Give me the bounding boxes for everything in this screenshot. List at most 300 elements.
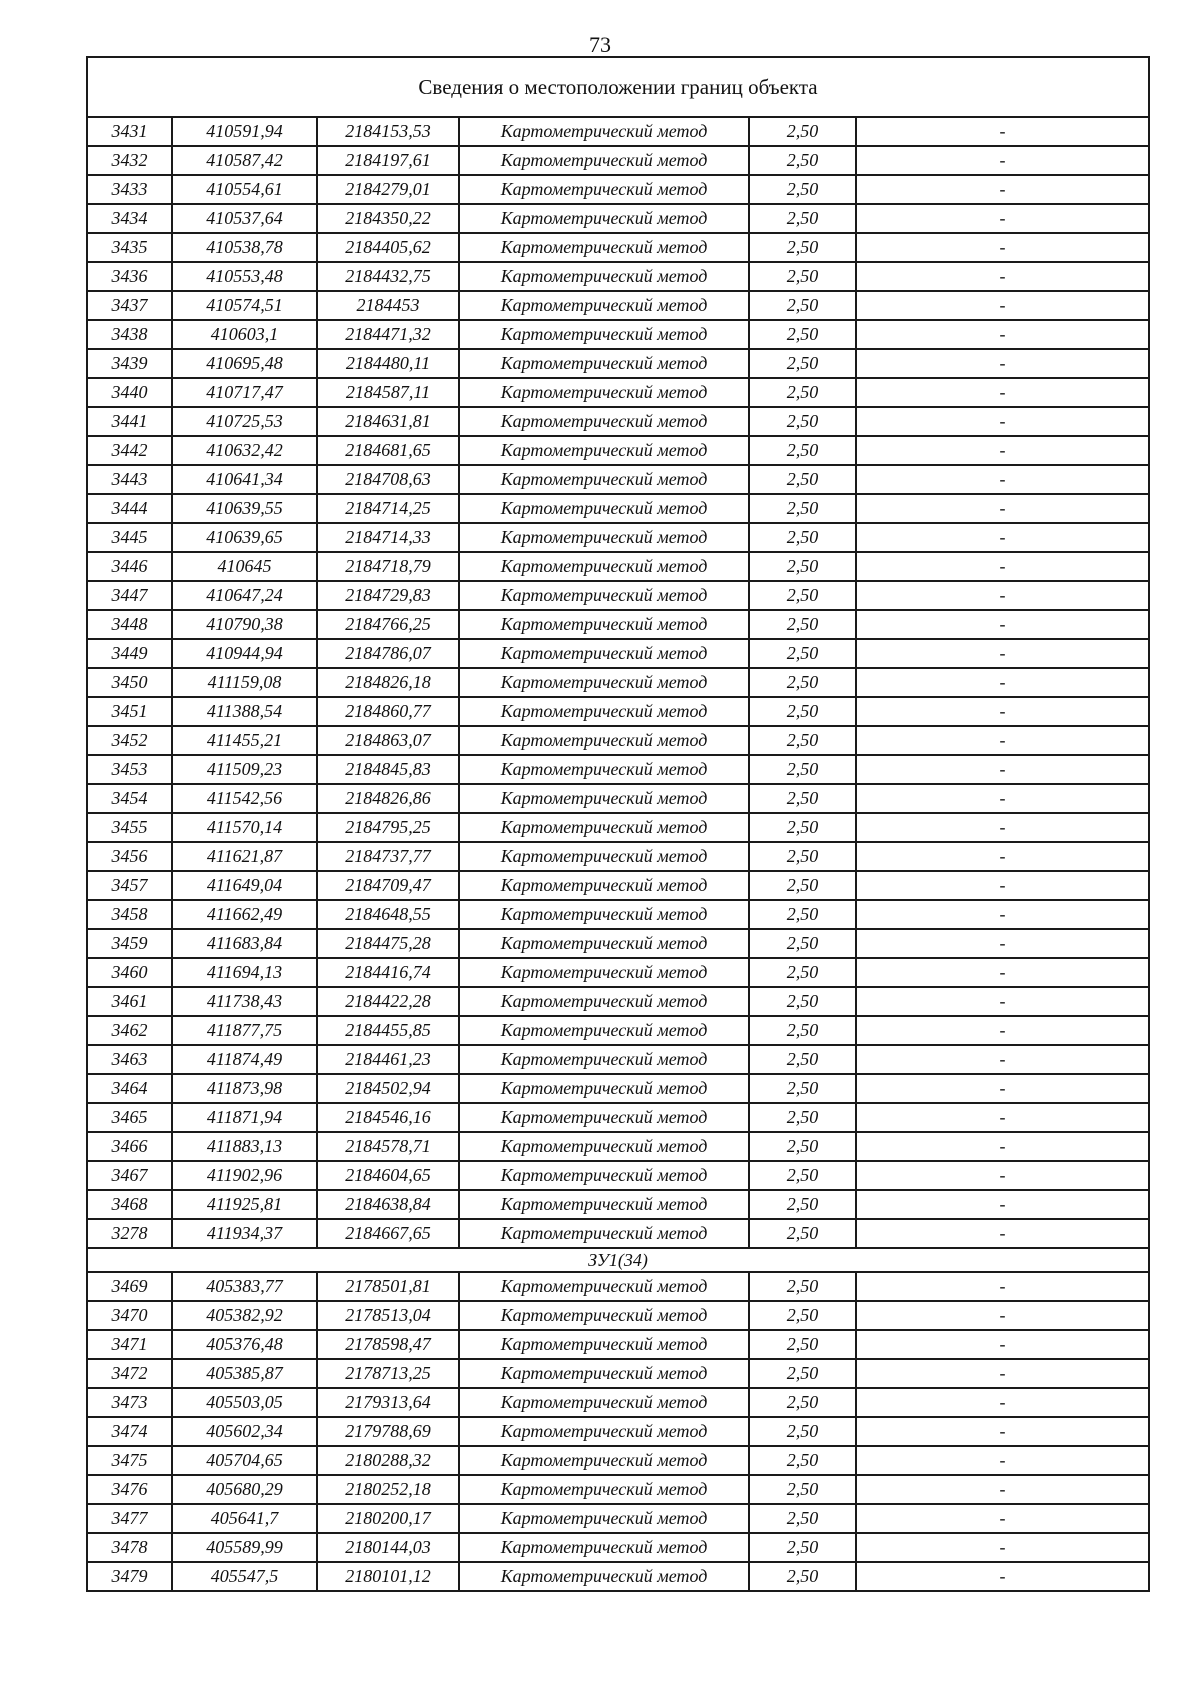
point-number-cell: 3449: [87, 639, 172, 668]
point-number-cell: 3467: [87, 1161, 172, 1190]
point-number-cell: 3447: [87, 581, 172, 610]
point-number-cell: 3472: [87, 1359, 172, 1388]
point-number-cell: 3469: [87, 1272, 172, 1301]
accuracy-cell: 2,50: [749, 900, 856, 929]
y-coordinate-cell: 2184432,75: [317, 262, 459, 291]
point-number-cell: 3435: [87, 233, 172, 262]
note-cell: -: [856, 175, 1149, 204]
table-title-row: [87, 57, 1149, 117]
method-cell: Картометрический метод: [459, 900, 749, 929]
y-coordinate-cell: 2184453: [317, 291, 459, 320]
accuracy-cell: 2,50: [749, 407, 856, 436]
note-cell: -: [856, 1272, 1149, 1301]
table-row: [87, 378, 1149, 407]
x-coordinate-cell: 411649,04: [172, 871, 317, 900]
y-coordinate-cell: 2178513,04: [317, 1301, 459, 1330]
table-row: [87, 726, 1149, 755]
accuracy-cell: 2,50: [749, 233, 856, 262]
table-row: [87, 320, 1149, 349]
point-number-cell: 3477: [87, 1504, 172, 1533]
table-row: [87, 233, 1149, 262]
accuracy-cell: 2,50: [749, 1533, 856, 1562]
y-coordinate-cell: 2178598,47: [317, 1330, 459, 1359]
x-coordinate-cell: 405547,5: [172, 1562, 317, 1591]
x-coordinate-cell: 410647,24: [172, 581, 317, 610]
accuracy-cell: 2,50: [749, 987, 856, 1016]
point-number-cell: 3465: [87, 1103, 172, 1132]
y-coordinate-cell: 2184786,07: [317, 639, 459, 668]
point-number-cell: 3456: [87, 842, 172, 871]
point-number-cell: 3457: [87, 871, 172, 900]
accuracy-cell: 2,50: [749, 1330, 856, 1359]
accuracy-cell: 2,50: [749, 1016, 856, 1045]
method-cell: Картометрический метод: [459, 1272, 749, 1301]
table-row: [87, 958, 1149, 987]
x-coordinate-cell: 410537,64: [172, 204, 317, 233]
method-cell: Картометрический метод: [459, 871, 749, 900]
note-cell: -: [856, 842, 1149, 871]
note-cell: -: [856, 668, 1149, 697]
point-number-cell: 3448: [87, 610, 172, 639]
point-number-cell: 3432: [87, 146, 172, 175]
method-cell: Картометрический метод: [459, 1330, 749, 1359]
y-coordinate-cell: 2184475,28: [317, 929, 459, 958]
method-cell: Картометрический метод: [459, 465, 749, 494]
note-cell: -: [856, 1388, 1149, 1417]
point-number-cell: 3434: [87, 204, 172, 233]
x-coordinate-cell: 410725,53: [172, 407, 317, 436]
table-row: [87, 146, 1149, 175]
table-row: [87, 1219, 1149, 1248]
note-cell: -: [856, 784, 1149, 813]
note-cell: -: [856, 1103, 1149, 1132]
note-cell: -: [856, 204, 1149, 233]
note-cell: -: [856, 1504, 1149, 1533]
note-cell: -: [856, 1045, 1149, 1074]
method-cell: Картометрический метод: [459, 1446, 749, 1475]
y-coordinate-cell: 2184709,47: [317, 871, 459, 900]
note-cell: -: [856, 1446, 1149, 1475]
note-cell: -: [856, 1359, 1149, 1388]
method-cell: Картометрический метод: [459, 784, 749, 813]
note-cell: -: [856, 1219, 1149, 1248]
method-cell: Картометрический метод: [459, 1074, 749, 1103]
point-number-cell: 3453: [87, 755, 172, 784]
table-row: [87, 1533, 1149, 1562]
y-coordinate-cell: 2184279,01: [317, 175, 459, 204]
y-coordinate-cell: 2184455,85: [317, 1016, 459, 1045]
y-coordinate-cell: 2184648,55: [317, 900, 459, 929]
note-cell: -: [856, 871, 1149, 900]
y-coordinate-cell: 2180252,18: [317, 1475, 459, 1504]
note-cell: -: [856, 378, 1149, 407]
x-coordinate-cell: 405641,7: [172, 1504, 317, 1533]
x-coordinate-cell: 411871,94: [172, 1103, 317, 1132]
point-number-cell: 3452: [87, 726, 172, 755]
x-coordinate-cell: 410591,94: [172, 117, 317, 146]
note-cell: -: [856, 320, 1149, 349]
table-row: [87, 929, 1149, 958]
method-cell: Картометрический метод: [459, 175, 749, 204]
accuracy-cell: 2,50: [749, 320, 856, 349]
accuracy-cell: 2,50: [749, 1417, 856, 1446]
point-number-cell: 3436: [87, 262, 172, 291]
x-coordinate-cell: 410944,94: [172, 639, 317, 668]
x-coordinate-cell: 410717,47: [172, 378, 317, 407]
point-number-cell: 3437: [87, 291, 172, 320]
note-cell: -: [856, 117, 1149, 146]
x-coordinate-cell: 405602,34: [172, 1417, 317, 1446]
y-coordinate-cell: 2184766,25: [317, 610, 459, 639]
x-coordinate-cell: 411683,84: [172, 929, 317, 958]
method-cell: Картометрический метод: [459, 494, 749, 523]
x-coordinate-cell: 411455,21: [172, 726, 317, 755]
point-number-cell: 3278: [87, 1219, 172, 1248]
point-number-cell: 3459: [87, 929, 172, 958]
point-number-cell: 3440: [87, 378, 172, 407]
method-cell: Картометрический метод: [459, 1103, 749, 1132]
table-row: [87, 813, 1149, 842]
note-cell: -: [856, 987, 1149, 1016]
y-coordinate-cell: 2179788,69: [317, 1417, 459, 1446]
accuracy-cell: 2,50: [749, 262, 856, 291]
y-coordinate-cell: 2184863,07: [317, 726, 459, 755]
table-row: [87, 204, 1149, 233]
x-coordinate-cell: 410553,48: [172, 262, 317, 291]
accuracy-cell: 2,50: [749, 1359, 856, 1388]
x-coordinate-cell: 405385,87: [172, 1359, 317, 1388]
method-cell: Картометрический метод: [459, 146, 749, 175]
method-cell: Картометрический метод: [459, 262, 749, 291]
x-coordinate-cell: 410603,1: [172, 320, 317, 349]
note-cell: -: [856, 755, 1149, 784]
accuracy-cell: 2,50: [749, 610, 856, 639]
note-cell: -: [856, 639, 1149, 668]
note-cell: -: [856, 813, 1149, 842]
point-number-cell: 3479: [87, 1562, 172, 1591]
accuracy-cell: 2,50: [749, 639, 856, 668]
point-number-cell: 3461: [87, 987, 172, 1016]
accuracy-cell: 2,50: [749, 204, 856, 233]
method-cell: Картометрический метод: [459, 755, 749, 784]
point-number-cell: 3443: [87, 465, 172, 494]
point-number-cell: 3446: [87, 552, 172, 581]
method-cell: Картометрический метод: [459, 1359, 749, 1388]
point-number-cell: 3445: [87, 523, 172, 552]
accuracy-cell: 2,50: [749, 1045, 856, 1074]
accuracy-cell: 2,50: [749, 1219, 856, 1248]
method-cell: Картометрический метод: [459, 1388, 749, 1417]
method-cell: Картометрический метод: [459, 1219, 749, 1248]
accuracy-cell: 2,50: [749, 784, 856, 813]
method-cell: Картометрический метод: [459, 1417, 749, 1446]
method-cell: Картометрический метод: [459, 958, 749, 987]
note-cell: -: [856, 465, 1149, 494]
accuracy-cell: 2,50: [749, 1074, 856, 1103]
y-coordinate-cell: 2184826,18: [317, 668, 459, 697]
y-coordinate-cell: 2184631,81: [317, 407, 459, 436]
x-coordinate-cell: 410695,48: [172, 349, 317, 378]
y-coordinate-cell: 2184718,79: [317, 552, 459, 581]
y-coordinate-cell: 2184153,53: [317, 117, 459, 146]
point-number-cell: 3470: [87, 1301, 172, 1330]
y-coordinate-cell: 2180200,17: [317, 1504, 459, 1533]
x-coordinate-cell: 411738,43: [172, 987, 317, 1016]
table-row: [87, 1161, 1149, 1190]
table-row: [87, 1330, 1149, 1359]
accuracy-cell: 2,50: [749, 1132, 856, 1161]
x-coordinate-cell: 410639,65: [172, 523, 317, 552]
table-row: [87, 581, 1149, 610]
accuracy-cell: 2,50: [749, 1103, 856, 1132]
method-cell: Картометрический метод: [459, 581, 749, 610]
note-cell: -: [856, 407, 1149, 436]
x-coordinate-cell: 411542,56: [172, 784, 317, 813]
point-number-cell: 3476: [87, 1475, 172, 1504]
x-coordinate-cell: 410790,38: [172, 610, 317, 639]
point-number-cell: 3442: [87, 436, 172, 465]
table-row: [87, 465, 1149, 494]
table-row: [87, 175, 1149, 204]
y-coordinate-cell: 2184604,65: [317, 1161, 459, 1190]
y-coordinate-cell: 2180288,32: [317, 1446, 459, 1475]
table-row: [87, 407, 1149, 436]
accuracy-cell: 2,50: [749, 1388, 856, 1417]
point-number-cell: 3478: [87, 1533, 172, 1562]
note-cell: -: [856, 494, 1149, 523]
x-coordinate-cell: 411883,13: [172, 1132, 317, 1161]
y-coordinate-cell: 2184737,77: [317, 842, 459, 871]
x-coordinate-cell: 410632,42: [172, 436, 317, 465]
note-cell: -: [856, 1330, 1149, 1359]
x-coordinate-cell: 411874,49: [172, 1045, 317, 1074]
table-row: [87, 1446, 1149, 1475]
method-cell: Картометрический метод: [459, 1045, 749, 1074]
y-coordinate-cell: 2184845,83: [317, 755, 459, 784]
method-cell: Картометрический метод: [459, 552, 749, 581]
note-cell: -: [856, 1161, 1149, 1190]
y-coordinate-cell: 2184480,11: [317, 349, 459, 378]
method-cell: Картометрический метод: [459, 1301, 749, 1330]
table-row: [87, 697, 1149, 726]
y-coordinate-cell: 2184461,23: [317, 1045, 459, 1074]
method-cell: Картометрический метод: [459, 117, 749, 146]
point-number-cell: 3441: [87, 407, 172, 436]
table-row: [87, 349, 1149, 378]
note-cell: -: [856, 1016, 1149, 1045]
y-coordinate-cell: 2184681,65: [317, 436, 459, 465]
accuracy-cell: 2,50: [749, 1272, 856, 1301]
x-coordinate-cell: 410574,51: [172, 291, 317, 320]
method-cell: Картометрический метод: [459, 349, 749, 378]
note-cell: -: [856, 1132, 1149, 1161]
accuracy-cell: 2,50: [749, 465, 856, 494]
note-cell: -: [856, 233, 1149, 262]
table-row: [87, 1475, 1149, 1504]
point-number-cell: 3463: [87, 1045, 172, 1074]
x-coordinate-cell: 410641,34: [172, 465, 317, 494]
accuracy-cell: 2,50: [749, 581, 856, 610]
accuracy-cell: 2,50: [749, 436, 856, 465]
note-cell: -: [856, 1475, 1149, 1504]
y-coordinate-cell: 2184416,74: [317, 958, 459, 987]
accuracy-cell: 2,50: [749, 1161, 856, 1190]
y-coordinate-cell: 2184502,94: [317, 1074, 459, 1103]
note-cell: -: [856, 523, 1149, 552]
method-cell: Картометрический метод: [459, 1161, 749, 1190]
table-row: [87, 523, 1149, 552]
accuracy-cell: 2,50: [749, 1446, 856, 1475]
accuracy-cell: 2,50: [749, 1562, 856, 1591]
accuracy-cell: 2,50: [749, 668, 856, 697]
x-coordinate-cell: 411662,49: [172, 900, 317, 929]
accuracy-cell: 2,50: [749, 813, 856, 842]
method-cell: Картометрический метод: [459, 1190, 749, 1219]
method-cell: Картометрический метод: [459, 320, 749, 349]
table-row: [87, 610, 1149, 639]
y-coordinate-cell: 2184826,86: [317, 784, 459, 813]
x-coordinate-cell: 411934,37: [172, 1219, 317, 1248]
x-coordinate-cell: 411388,54: [172, 697, 317, 726]
accuracy-cell: 2,50: [749, 494, 856, 523]
x-coordinate-cell: 410645: [172, 552, 317, 581]
accuracy-cell: 2,50: [749, 842, 856, 871]
section-label: ЗУ1(34): [87, 1248, 1149, 1272]
y-coordinate-cell: 2178713,25: [317, 1359, 459, 1388]
x-coordinate-cell: 410554,61: [172, 175, 317, 204]
x-coordinate-cell: 405680,29: [172, 1475, 317, 1504]
y-coordinate-cell: 2184471,32: [317, 320, 459, 349]
table-title: Сведения о местоположении границ объекта: [87, 57, 1149, 117]
x-coordinate-cell: 411873,98: [172, 1074, 317, 1103]
note-cell: -: [856, 1562, 1149, 1591]
method-cell: Картометрический метод: [459, 1504, 749, 1533]
y-coordinate-cell: 2184422,28: [317, 987, 459, 1016]
y-coordinate-cell: 2184667,65: [317, 1219, 459, 1248]
x-coordinate-cell: 405589,99: [172, 1533, 317, 1562]
x-coordinate-cell: 410639,55: [172, 494, 317, 523]
note-cell: -: [856, 552, 1149, 581]
method-cell: Картометрический метод: [459, 842, 749, 871]
note-cell: -: [856, 697, 1149, 726]
point-number-cell: 3468: [87, 1190, 172, 1219]
y-coordinate-cell: 2184708,63: [317, 465, 459, 494]
table-row: [87, 639, 1149, 668]
table-row: [87, 1504, 1149, 1533]
method-cell: Картометрический метод: [459, 436, 749, 465]
table-row: [87, 117, 1149, 146]
y-coordinate-cell: 2184405,62: [317, 233, 459, 262]
table-row: [87, 755, 1149, 784]
accuracy-cell: 2,50: [749, 755, 856, 784]
x-coordinate-cell: 405383,77: [172, 1272, 317, 1301]
method-cell: Картометрический метод: [459, 639, 749, 668]
method-cell: Картометрический метод: [459, 726, 749, 755]
table-row: [87, 668, 1149, 697]
method-cell: Картометрический метод: [459, 813, 749, 842]
accuracy-cell: 2,50: [749, 958, 856, 987]
boundary-coordinates-table: [86, 56, 1150, 1592]
method-cell: Картометрический метод: [459, 1132, 749, 1161]
table-row: [87, 436, 1149, 465]
table-row: [87, 1103, 1149, 1132]
y-coordinate-cell: 2184860,77: [317, 697, 459, 726]
y-coordinate-cell: 2184587,11: [317, 378, 459, 407]
point-number-cell: 3460: [87, 958, 172, 987]
point-number-cell: 3455: [87, 813, 172, 842]
accuracy-cell: 2,50: [749, 697, 856, 726]
point-number-cell: 3466: [87, 1132, 172, 1161]
x-coordinate-cell: 405503,05: [172, 1388, 317, 1417]
y-coordinate-cell: 2180101,12: [317, 1562, 459, 1591]
table-row: [87, 987, 1149, 1016]
table-row: [87, 1190, 1149, 1219]
accuracy-cell: 2,50: [749, 1301, 856, 1330]
point-number-cell: 3444: [87, 494, 172, 523]
x-coordinate-cell: 411925,81: [172, 1190, 317, 1219]
method-cell: Картометрический метод: [459, 378, 749, 407]
method-cell: Картометрический метод: [459, 987, 749, 1016]
note-cell: -: [856, 349, 1149, 378]
method-cell: Картометрический метод: [459, 610, 749, 639]
x-coordinate-cell: 411509,23: [172, 755, 317, 784]
x-coordinate-cell: 411570,14: [172, 813, 317, 842]
table-row: [87, 291, 1149, 320]
x-coordinate-cell: 405376,48: [172, 1330, 317, 1359]
method-cell: Картометрический метод: [459, 291, 749, 320]
point-number-cell: 3474: [87, 1417, 172, 1446]
x-coordinate-cell: 405704,65: [172, 1446, 317, 1475]
point-number-cell: 3462: [87, 1016, 172, 1045]
table-row: [87, 1272, 1149, 1301]
y-coordinate-cell: 2184197,61: [317, 146, 459, 175]
point-number-cell: 3451: [87, 697, 172, 726]
method-cell: Картометрический метод: [459, 697, 749, 726]
accuracy-cell: 2,50: [749, 1190, 856, 1219]
y-coordinate-cell: 2184714,33: [317, 523, 459, 552]
accuracy-cell: 2,50: [749, 349, 856, 378]
y-coordinate-cell: 2184795,25: [317, 813, 459, 842]
accuracy-cell: 2,50: [749, 378, 856, 407]
accuracy-cell: 2,50: [749, 146, 856, 175]
note-cell: -: [856, 262, 1149, 291]
accuracy-cell: 2,50: [749, 871, 856, 900]
note-cell: -: [856, 1190, 1149, 1219]
accuracy-cell: 2,50: [749, 1504, 856, 1533]
point-number-cell: 3458: [87, 900, 172, 929]
accuracy-cell: 2,50: [749, 175, 856, 204]
method-cell: Картометрический метод: [459, 668, 749, 697]
table-row: [87, 552, 1149, 581]
accuracy-cell: 2,50: [749, 117, 856, 146]
note-cell: -: [856, 146, 1149, 175]
page-number: 73: [589, 32, 611, 57]
point-number-cell: 3473: [87, 1388, 172, 1417]
method-cell: Картометрический метод: [459, 929, 749, 958]
point-number-cell: 3431: [87, 117, 172, 146]
y-coordinate-cell: 2178501,81: [317, 1272, 459, 1301]
note-cell: -: [856, 726, 1149, 755]
accuracy-cell: 2,50: [749, 726, 856, 755]
point-number-cell: 3439: [87, 349, 172, 378]
table-row: [87, 494, 1149, 523]
note-cell: -: [856, 1074, 1149, 1103]
note-cell: -: [856, 958, 1149, 987]
section-header-row: [87, 1248, 1149, 1272]
point-number-cell: 3433: [87, 175, 172, 204]
note-cell: -: [856, 581, 1149, 610]
x-coordinate-cell: 411159,08: [172, 668, 317, 697]
